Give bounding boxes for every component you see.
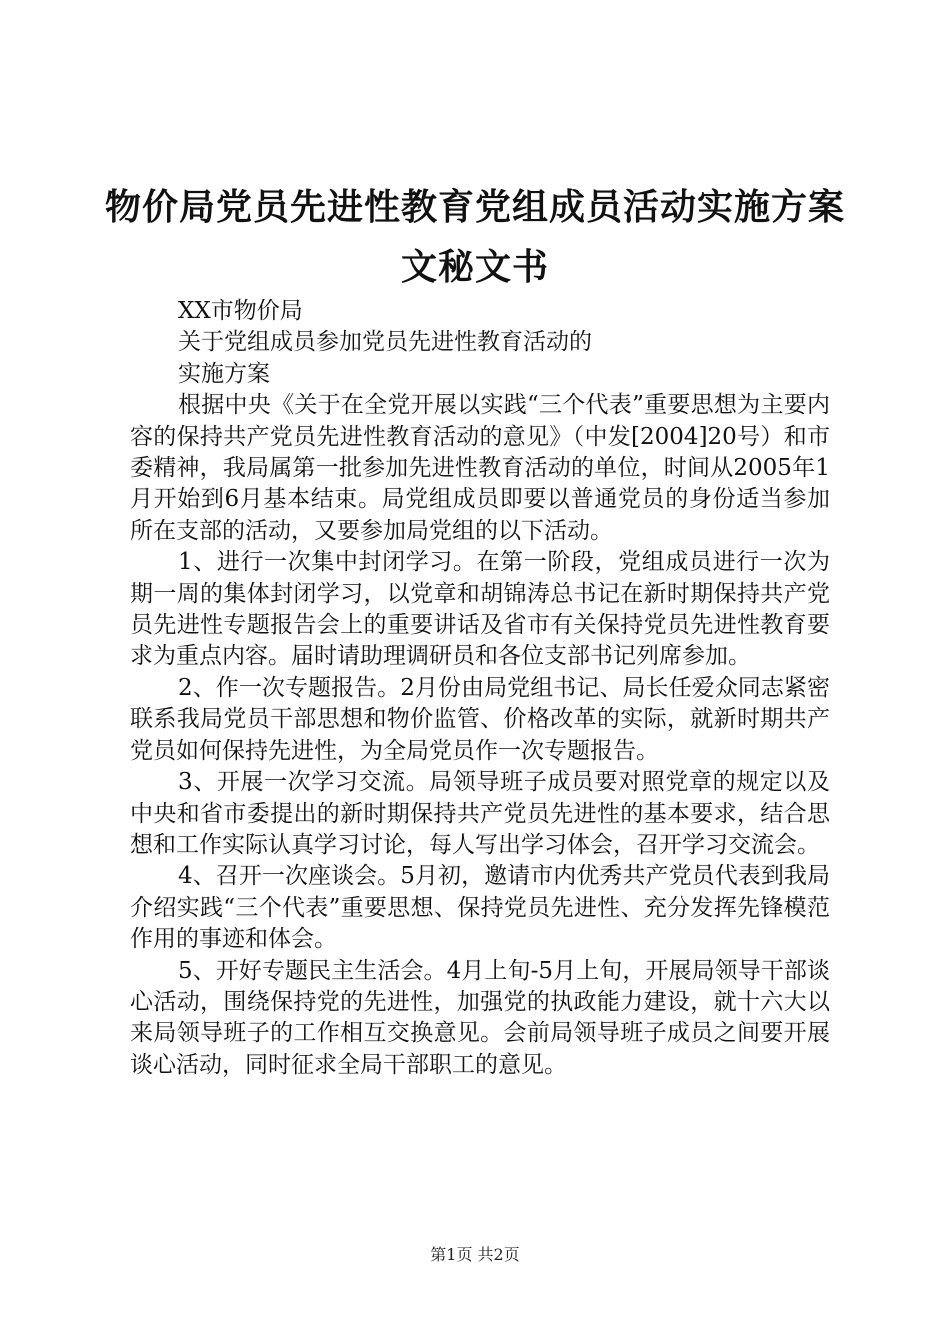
subject-line-2: 实施方案 [178,360,270,387]
document-title-line-2: 文秘文书 [400,247,549,288]
activity-item: 4、召开一次座谈会。5月初，邀请市内优秀共产党员代表到我局介绍实践“三个代表”重要思想、保持党员先进性、充分发挥先锋模范作用的事迹和体会。 [130,863,830,953]
activity-item: 3、开展一次学习交流。局领导班子成员要对照党章的规定以及中央和省市委提出的新时期保持共产党员先进性的基本要求，结合思想和工作实际认真学习讨论，每人写出学习体会，召开学习交流会。 [130,769,830,858]
activity-item: 2、作一次专题报告。2月份由局党组书记、局长任爱众同志紧密联系我局党员干部思想和物价监管、价格改革的实际，就新时期共产党员如何保持先进性，为全局党员作一次专题报告。 [130,674,830,764]
document-body [130,296,830,1081]
document-title-line-1: 物价局党员先进性教育党组成员活动实施方案 [104,187,845,228]
activity-item: 1、进行一次集中封闭学习。在第一阶段，党组成员进行一次为期一周的集体封闭学习，以党章和胡锦涛总书记在新时期保持共产党员先进性专题报告会上的重要讲话及省市有关保持党员先进性教育要求为重点内容。届时请助理调研员和各位支部书记列席参加。 [130,549,830,670]
page-number-footer: 第1页 共2页 [430,1245,520,1264]
issuing-organization: XX市物价局 [178,298,303,324]
intro-paragraph: 根据中央《关于在全党开展以实践“三个代表”重要思想为主要内容的保持共产党员先进性教育活动的意见》（中发[2004]20号）和市委精神，我局属第一批参加先进性教育活动的单位，时间从2005年1月开始到6月基本结束。局党组成员即要以普通党员的身份适当参加所在支部的活动，又要参加局党组的以下活动。 [130,392,830,544]
activity-item: 5、开好专题民主生活会。4月上旬-5月上旬，开展局领导干部谈心活动，围绕保持党的先进性，加强党的执政能力建设，就十六大以来局领导班子的工作相互交换意见。会前局领导班子成员之间要开展谈心活动，同时征求全局干部职工的意见。 [130,957,830,1078]
subject-line-1: 关于党组成员参加党员先进性教育活动的 [178,329,592,356]
